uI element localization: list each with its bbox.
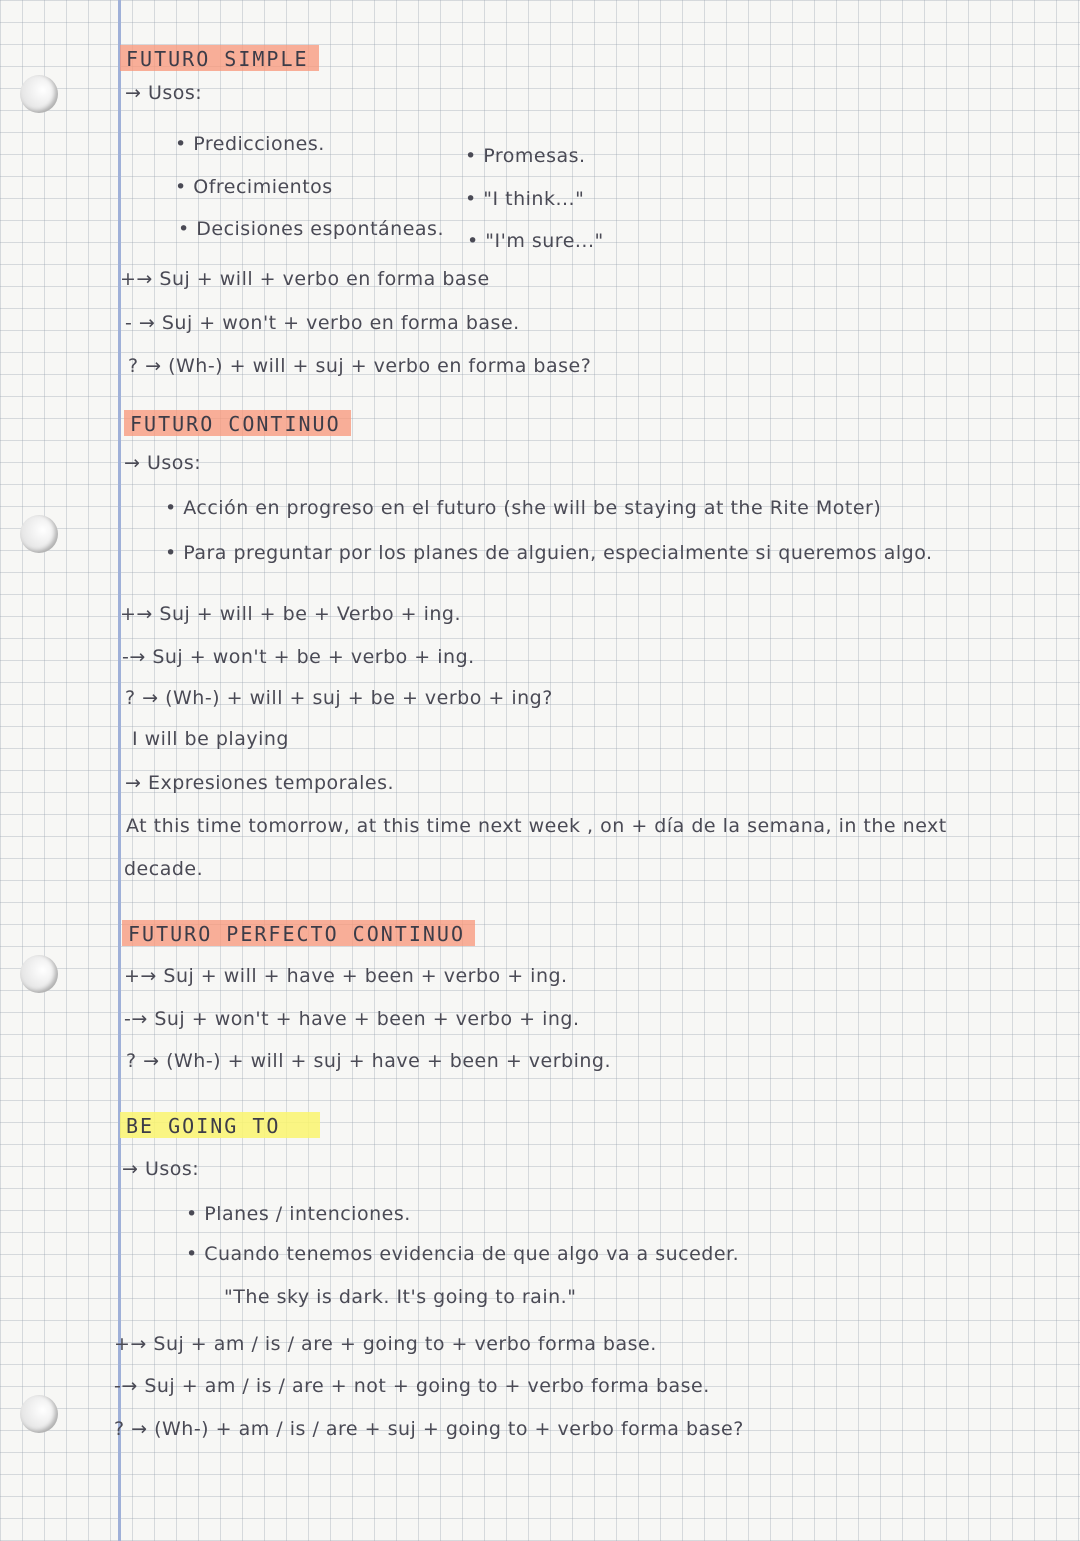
heading-futuro-continuo: FUTURO CONTINUO (124, 410, 351, 436)
uso-item: • "I'm sure..." (467, 230, 604, 252)
usos-label: → Usos: (125, 82, 203, 104)
punch-hole (20, 515, 58, 553)
usos-label: → Usos: (122, 1158, 200, 1180)
expresiones-label: → Expresiones temporales. (125, 772, 395, 794)
uso-item: • Acción en progreso en el futuro (she will be staying at the Rite Moter) (165, 497, 882, 519)
formula-negative: -→ Suj + won't + be + verbo + ing. (122, 646, 475, 668)
formula-affirmative: +→ Suj + am / is / are + going to + verbo forma base. (114, 1333, 657, 1355)
formula-question: ? → (Wh-) + am / is / are + suj + going to + verbo forma base? (114, 1418, 744, 1440)
uso-item: • Planes / intenciones. (186, 1203, 411, 1225)
formula-affirmative: +→ Suj + will + have + been + verbo + ing. (124, 965, 568, 987)
uso-item: • Predicciones. (175, 133, 325, 155)
uso-item: • Cuando tenemos evidencia de que algo va a suceder. (186, 1243, 740, 1265)
uso-item: • Decisiones espontáneas. (178, 218, 444, 240)
punch-hole (20, 1395, 58, 1433)
example-sentence: I will be playing (132, 728, 289, 750)
example-sentence: "The sky is dark. It's going to rain." (224, 1286, 577, 1308)
punch-hole (20, 75, 58, 113)
formula-affirmative: +→ Suj + will + verbo en forma base (120, 268, 490, 290)
heading-futuro-perfecto-continuo: FUTURO PERFECTO CONTINUO (122, 920, 475, 946)
uso-item: • Ofrecimientos (175, 176, 333, 198)
heading-futuro-simple: FUTURO SIMPLE (120, 45, 319, 71)
formula-question: ? → (Wh-) + will + suj + have + been + verbing. (126, 1050, 612, 1072)
expresiones-text: decade. (124, 858, 204, 880)
uso-item: • Promesas. (465, 145, 586, 167)
formula-question: ? → (Wh-) + will + suj + be + verbo + ing? (125, 687, 553, 709)
formula-affirmative: +→ Suj + will + be + Verbo + ing. (120, 603, 462, 625)
uso-item: • Para preguntar por los planes de alguien, especialmente si queremos algo. (165, 542, 933, 564)
formula-question: ? → (Wh-) + will + suj + verbo en forma base? (128, 355, 592, 377)
formula-negative: -→ Suj + am / is / are + not + going to + verbo forma base. (114, 1375, 710, 1397)
formula-negative: - → Suj + won't + verbo en forma base. (125, 312, 520, 334)
formula-negative: -→ Suj + won't + have + been + verbo + ing. (124, 1008, 580, 1030)
usos-label: → Usos: (124, 452, 202, 474)
expresiones-text: At this time tomorrow, at this time next week , on + día de la semana, in the next (126, 815, 947, 837)
uso-item: • "I think..." (465, 188, 585, 210)
punch-hole (20, 955, 58, 993)
heading-be-going-to: BE GOING TO (120, 1112, 320, 1138)
margin-line (118, 0, 121, 1541)
